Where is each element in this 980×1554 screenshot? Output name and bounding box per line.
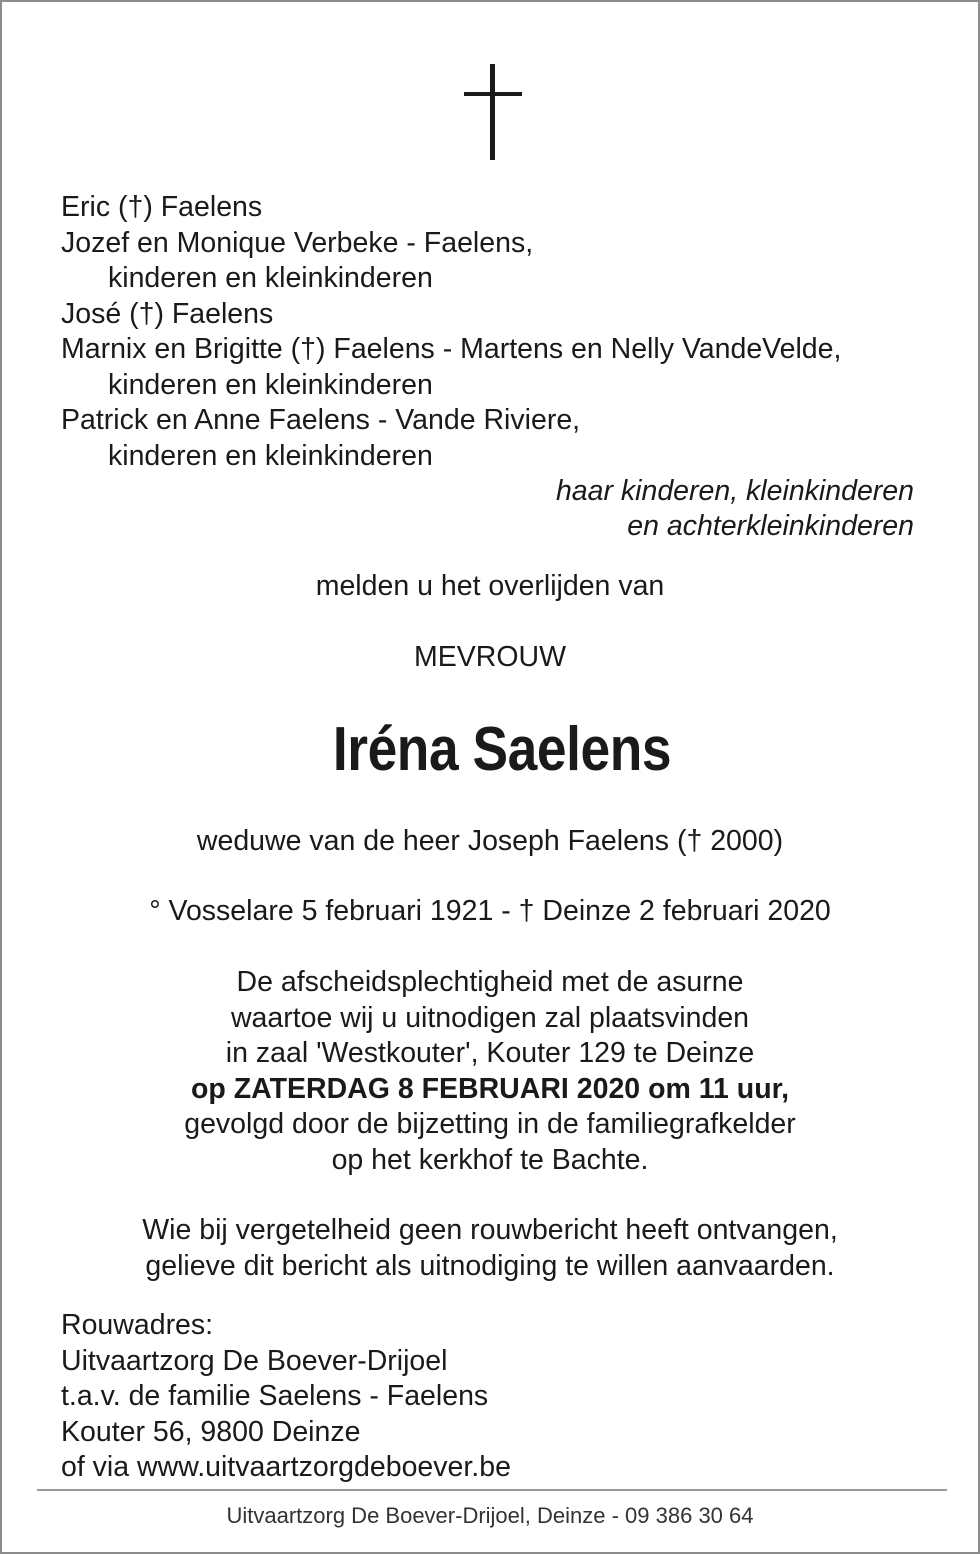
family-line: Eric (†) Faelens (61, 191, 263, 223)
ceremony-details (2, 965, 978, 1178)
address-line: t.a.v. de familie Saelens - Faelens (61, 1380, 489, 1412)
notice-line: gelieve dit bericht als uitnodiging te willen aanvaarden. (145, 1249, 835, 1282)
ceremony-date-time: op ZATERDAG 8 FEBRUARI 2020 om 11 uur, (190, 1072, 790, 1105)
relation-line: en achterkleinkinderen (627, 510, 914, 542)
latin-cross-icon (464, 64, 522, 160)
honorific-title: MEVROUW (414, 641, 566, 673)
family-line: Patrick en Anne Faelens - Vande Riviere, (61, 404, 581, 436)
relation-note (556, 474, 914, 544)
invitation-notice (2, 1213, 978, 1284)
family-line: José (†) Faelens (61, 297, 274, 330)
family-list (61, 190, 941, 474)
relation-line: haar kinderen, kleinkinderen (555, 475, 914, 507)
deceased-name: Iréna Saelens (332, 715, 672, 784)
ceremony-line: in zaal 'Westkouter', Kouter 129 te Deinze (225, 1037, 755, 1069)
footer-contact: Uitvaartzorg De Boever-Drijoel, Deinze - 09 386 30 64 (226, 1503, 754, 1528)
family-line: Jozef en Monique Verbeke - Faelens, (61, 226, 534, 259)
birth-death-dates: ° Vosselare 5 februari 1921 - † Deinze 2 februari 2020 (149, 895, 831, 927)
family-line-indented: kinderen en kleinkinderen (108, 262, 433, 294)
family-line: Marnix en Brigitte (†) Faelens - Martens en Nelly VandeVelde, (61, 333, 842, 365)
notice-line: Wie bij vergetelheid geen rouwbericht heeft ontvangen, (142, 1214, 838, 1246)
announcement-text: melden u het overlijden van (315, 570, 665, 602)
widow-of-text: weduwe van de heer Joseph Faelens († 2000) (196, 825, 784, 857)
address-line: Uitvaartzorg De Boever-Drijoel (61, 1344, 448, 1377)
address-line: Kouter 56, 9800 Deinze (61, 1415, 361, 1448)
address-label: Rouwadres: (61, 1309, 214, 1341)
ceremony-line: gevolgd door de bijzetting in de familiegrafkelder (184, 1108, 796, 1140)
ceremony-line: op het kerkhof te Bachte. (331, 1143, 649, 1176)
address-website: of via www.uitvaartzorgdeboever.be (61, 1451, 511, 1483)
family-line-indented: kinderen en kleinkinderen (108, 368, 433, 401)
cross-vertical-bar (490, 64, 495, 160)
mourning-address (61, 1308, 511, 1486)
ceremony-line: waartoe wij u uitnodigen zal plaatsvinden (230, 1001, 750, 1034)
cross-horizontal-bar (464, 92, 522, 96)
ceremony-line: De afscheidsplechtigheid met de asurne (236, 966, 744, 998)
footer-divider (37, 1489, 947, 1491)
family-line-indented: kinderen en kleinkinderen (108, 439, 433, 472)
